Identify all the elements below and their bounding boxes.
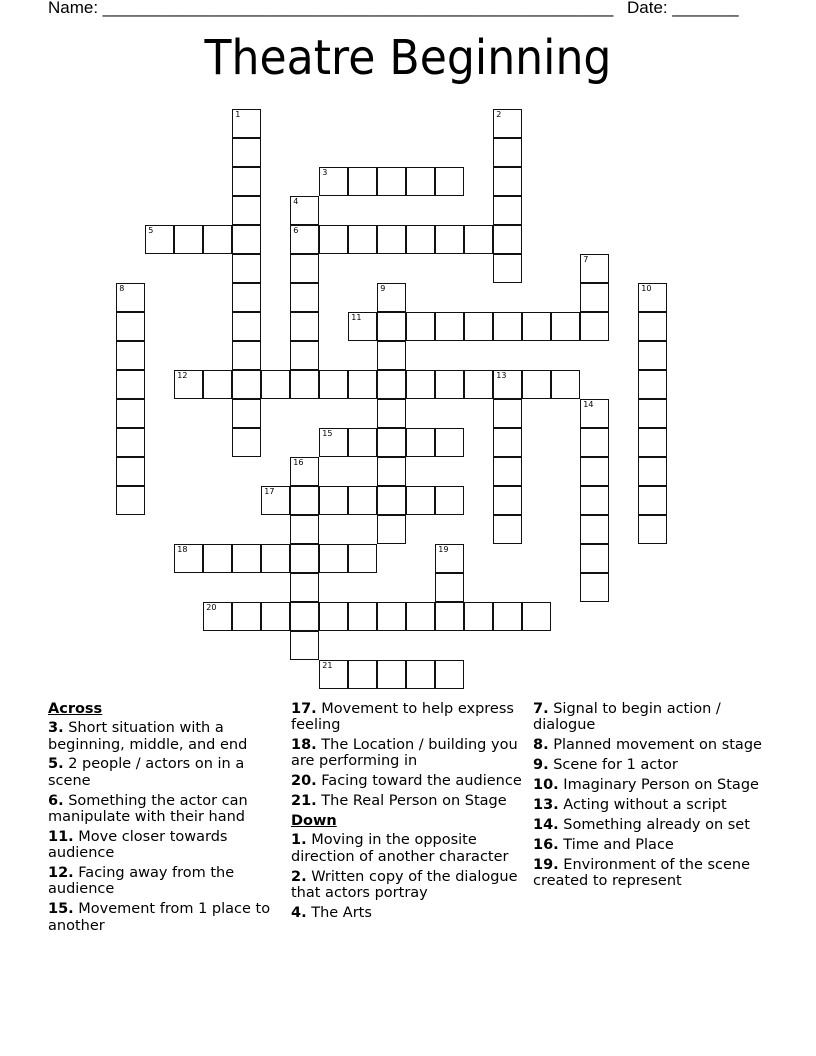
clue-text: Written copy of the dialogue that actors portray — [291, 868, 518, 901]
clue-item — [533, 817, 773, 833]
grid-cell[interactable] — [638, 486, 667, 515]
grid-cell[interactable] — [232, 312, 261, 341]
clue-number: 7. — [533, 701, 549, 717]
clue-item — [291, 869, 526, 902]
clue-number: 11. — [48, 828, 74, 845]
grid-cell[interactable] — [406, 660, 435, 689]
clue-number: 9 — [380, 284, 386, 294]
clue-number: 8 — [119, 284, 125, 294]
clue-number: 18 — [177, 545, 188, 555]
clue-number: 17. — [291, 701, 317, 717]
clue-number: 9. — [533, 757, 549, 774]
clue-number: 15 — [322, 429, 333, 439]
grid-cell[interactable] — [116, 457, 145, 486]
clue-number: 6 — [293, 226, 299, 236]
clue-item — [48, 901, 283, 934]
grid-cell[interactable] — [232, 341, 261, 370]
grid-cell[interactable] — [493, 196, 522, 225]
clue-item — [291, 793, 526, 809]
grid-cell[interactable] — [464, 225, 493, 254]
clue-item — [533, 757, 773, 773]
clue-number: 8. — [533, 737, 549, 754]
grid-cell[interactable] — [232, 109, 261, 138]
grid-cell[interactable] — [116, 370, 145, 399]
name-field-label: Name: ______________________________________________________ — [48, 0, 614, 17]
grid-cell[interactable] — [580, 254, 609, 283]
grid-cell[interactable] — [580, 312, 609, 341]
grid-cell[interactable] — [406, 486, 435, 515]
grid-cell[interactable] — [348, 167, 377, 196]
clue-number: 5. — [48, 756, 64, 773]
grid-cell[interactable] — [290, 341, 319, 370]
clue-text: Signal to begin action / dialogue — [533, 701, 721, 734]
grid-cell[interactable] — [290, 457, 319, 486]
clue-text: Movement from 1 place to another — [48, 901, 271, 934]
clue-item — [533, 701, 773, 734]
grid-cell[interactable] — [319, 225, 348, 254]
grid-cell[interactable] — [435, 167, 464, 196]
clue-number: 2 — [496, 110, 502, 120]
clue-text: Movement to help express feeling — [291, 701, 514, 734]
grid-cell[interactable] — [232, 428, 261, 457]
grid-cell[interactable] — [406, 602, 435, 631]
grid-cell[interactable] — [435, 370, 464, 399]
clue-item — [291, 773, 526, 789]
clue-text: Scene for 1 actor — [548, 757, 678, 774]
grid-cell[interactable] — [435, 486, 464, 515]
grid-cell[interactable] — [319, 428, 348, 457]
clue-number: 6. — [48, 792, 64, 809]
grid-cell[interactable] — [377, 399, 406, 428]
grid-cell[interactable] — [116, 341, 145, 370]
grid-cell[interactable] — [493, 312, 522, 341]
grid-cell[interactable] — [319, 544, 348, 573]
clue-number: 3 — [322, 168, 328, 178]
grid-cell[interactable] — [348, 486, 377, 515]
grid-cell[interactable] — [377, 167, 406, 196]
grid-cell[interactable] — [116, 283, 145, 312]
grid-cell[interactable] — [348, 312, 377, 341]
clue-item — [291, 905, 526, 921]
grid-cell[interactable] — [406, 428, 435, 457]
grid-cell[interactable] — [145, 225, 174, 254]
grid-cell[interactable] — [580, 428, 609, 457]
grid-cell[interactable] — [290, 631, 319, 660]
grid-cell[interactable] — [348, 544, 377, 573]
grid-cell[interactable] — [203, 544, 232, 573]
grid-cell[interactable] — [493, 428, 522, 457]
clue-text: Planned movement on stage — [548, 737, 762, 754]
date-field-label: Date: _______ — [627, 0, 739, 17]
grid-cell[interactable] — [290, 312, 319, 341]
grid-cell[interactable] — [116, 428, 145, 457]
grid-cell[interactable] — [377, 225, 406, 254]
clue-number: 13 — [496, 371, 507, 381]
grid-cell[interactable] — [174, 544, 203, 573]
grid-cell[interactable] — [493, 515, 522, 544]
grid-cell[interactable] — [290, 573, 319, 602]
clue-text: Imaginary Person on Stage — [558, 776, 759, 793]
grid-cell[interactable] — [348, 370, 377, 399]
grid-cell[interactable] — [638, 428, 667, 457]
clue-item — [533, 857, 773, 890]
clue-item — [291, 701, 526, 734]
clue-item — [533, 797, 773, 813]
grid-cell[interactable] — [232, 254, 261, 283]
grid-cell[interactable] — [319, 370, 348, 399]
grid-cell[interactable] — [522, 602, 551, 631]
grid-cell[interactable] — [261, 602, 290, 631]
grid-cell[interactable] — [638, 370, 667, 399]
grid-cell[interactable] — [435, 428, 464, 457]
grid-cell[interactable] — [638, 399, 667, 428]
clue-text: Something already on set — [558, 816, 750, 833]
grid-cell[interactable] — [261, 544, 290, 573]
clue-text: Acting without a script — [558, 796, 727, 813]
grid-cell[interactable] — [493, 138, 522, 167]
grid-cell[interactable] — [290, 370, 319, 399]
grid-cell[interactable] — [290, 283, 319, 312]
clue-text: Moving in the opposite direction of another character — [291, 832, 509, 865]
across-heading: Across — [48, 701, 103, 717]
grid-cell[interactable] — [348, 225, 377, 254]
grid-cell[interactable] — [638, 341, 667, 370]
grid-cell[interactable] — [174, 370, 203, 399]
clue-number: 10 — [641, 284, 652, 294]
grid-cell[interactable] — [174, 225, 203, 254]
grid-cell[interactable] — [493, 167, 522, 196]
grid-cell[interactable] — [203, 602, 232, 631]
clue-number: 14 — [583, 400, 594, 410]
clue-item — [533, 777, 773, 793]
clue-item — [533, 837, 773, 853]
grid-cell[interactable] — [377, 602, 406, 631]
clue-item — [48, 865, 283, 898]
grid-cell[interactable] — [493, 457, 522, 486]
grid-cell[interactable] — [435, 544, 464, 573]
grid-cell[interactable] — [522, 312, 551, 341]
clue-text: Time and Place — [558, 836, 674, 853]
grid-cell[interactable] — [203, 370, 232, 399]
grid-cell[interactable] — [464, 370, 493, 399]
grid-cell[interactable] — [522, 370, 551, 399]
clue-text: 2 people / actors on in a scene — [48, 756, 245, 789]
clue-number: 5 — [148, 226, 154, 236]
clue-item — [533, 737, 773, 753]
clue-number: 17 — [264, 487, 275, 497]
grid-cell[interactable] — [290, 515, 319, 544]
grid-cell[interactable] — [232, 196, 261, 225]
grid-cell[interactable] — [116, 486, 145, 515]
grid-cell[interactable] — [493, 602, 522, 631]
clues-column-3 — [533, 701, 773, 893]
grid-cell[interactable] — [406, 167, 435, 196]
clue-number: 12 — [177, 371, 188, 381]
grid-cell[interactable] — [580, 544, 609, 573]
clue-item — [48, 756, 283, 789]
clue-item — [291, 832, 526, 865]
grid-cell[interactable] — [319, 167, 348, 196]
grid-cell[interactable] — [493, 486, 522, 515]
clue-number: 18. — [291, 737, 317, 754]
clue-item — [48, 829, 283, 862]
clue-item — [48, 793, 283, 826]
grid-cell[interactable] — [290, 254, 319, 283]
grid-cell[interactable] — [377, 312, 406, 341]
grid-cell[interactable] — [377, 457, 406, 486]
grid-cell[interactable] — [638, 312, 667, 341]
clue-number: 1. — [291, 832, 307, 849]
clue-number: 3. — [48, 720, 64, 737]
grid-cell[interactable] — [493, 254, 522, 283]
grid-cell[interactable] — [377, 428, 406, 457]
grid-cell[interactable] — [406, 312, 435, 341]
grid-cell[interactable] — [435, 602, 464, 631]
clue-number: 20 — [206, 603, 217, 613]
clue-number: 19 — [438, 545, 449, 555]
grid-cell[interactable] — [493, 399, 522, 428]
grid-cell[interactable] — [580, 486, 609, 515]
grid-cell[interactable] — [580, 457, 609, 486]
clue-item — [48, 720, 283, 753]
clue-number: 20. — [291, 773, 317, 790]
grid-cell[interactable] — [493, 109, 522, 138]
clue-text: Facing away from the audience — [48, 865, 235, 898]
grid-cell[interactable] — [551, 312, 580, 341]
grid-cell[interactable] — [232, 138, 261, 167]
grid-cell[interactable] — [493, 370, 522, 399]
grid-cell[interactable] — [580, 283, 609, 312]
clue-number: 11 — [351, 313, 362, 323]
clue-number: 16. — [533, 836, 559, 853]
grid-cell[interactable] — [638, 283, 667, 312]
grid-cell[interactable] — [377, 341, 406, 370]
clue-number: 2. — [291, 868, 307, 885]
clue-number: 16 — [293, 458, 304, 468]
clue-number: 21 — [322, 661, 333, 671]
grid-cell[interactable] — [232, 225, 261, 254]
clue-number: 12. — [48, 865, 74, 882]
grid-cell[interactable] — [638, 515, 667, 544]
clue-text: Something the actor can manipulate with their hand — [48, 792, 248, 825]
grid-cell[interactable] — [377, 660, 406, 689]
clue-text: The Real Person on Stage — [316, 793, 507, 810]
grid-cell[interactable] — [435, 573, 464, 602]
clue-number: 13. — [533, 796, 559, 813]
clue-number: 19. — [533, 856, 559, 873]
grid-cell[interactable] — [290, 196, 319, 225]
grid-cell[interactable] — [377, 283, 406, 312]
grid-cell[interactable] — [348, 660, 377, 689]
grid-cell[interactable] — [406, 370, 435, 399]
clue-number: 4. — [291, 904, 307, 921]
grid-cell[interactable] — [203, 225, 232, 254]
grid-cell[interactable] — [116, 312, 145, 341]
grid-cell[interactable] — [406, 225, 435, 254]
grid-cell[interactable] — [580, 515, 609, 544]
clue-number: 1 — [235, 110, 241, 120]
grid-cell[interactable] — [493, 225, 522, 254]
grid-cell[interactable] — [319, 660, 348, 689]
grid-cell[interactable] — [348, 602, 377, 631]
grid-cell[interactable] — [290, 544, 319, 573]
grid-cell[interactable] — [435, 225, 464, 254]
grid-cell[interactable] — [232, 283, 261, 312]
clue-text: The Arts — [306, 904, 372, 921]
clues-column-1 — [48, 701, 283, 937]
down-heading: Down — [291, 813, 337, 830]
grid-cell[interactable] — [377, 370, 406, 399]
clue-text: Short situation with a beginning, middle, and end — [48, 720, 248, 753]
clue-text: Move closer towards audience — [48, 828, 228, 862]
grid-cell[interactable] — [551, 370, 580, 399]
grid-cell[interactable] — [319, 602, 348, 631]
grid-cell[interactable] — [232, 544, 261, 573]
grid-cell[interactable] — [377, 515, 406, 544]
grid-cell[interactable] — [261, 370, 290, 399]
grid-cell[interactable] — [464, 602, 493, 631]
clue-text: The Location / building you are performing in — [291, 737, 518, 770]
grid-cell[interactable] — [232, 370, 261, 399]
grid-cell[interactable] — [580, 399, 609, 428]
grid-cell[interactable] — [232, 602, 261, 631]
page-title: Theatre Beginning — [204, 30, 612, 86]
grid-cell[interactable] — [261, 486, 290, 515]
grid-cell[interactable] — [232, 167, 261, 196]
grid-cell[interactable] — [232, 399, 261, 428]
grid-cell[interactable] — [435, 660, 464, 689]
clue-text: Facing toward the audience — [316, 773, 522, 790]
clue-number: 4 — [293, 197, 299, 207]
clue-number: 7 — [583, 255, 589, 265]
grid-cell[interactable] — [290, 225, 319, 254]
clue-number: 21. — [291, 793, 317, 810]
grid-cell[interactable] — [580, 573, 609, 602]
grid-cell[interactable] — [290, 602, 319, 631]
clue-item — [291, 737, 526, 770]
grid-cell[interactable] — [319, 486, 348, 515]
clues-column-2 — [291, 701, 526, 925]
grid-cell[interactable] — [464, 312, 493, 341]
grid-cell[interactable] — [348, 428, 377, 457]
clue-number: 10. — [533, 776, 559, 793]
grid-cell[interactable] — [116, 399, 145, 428]
grid-cell[interactable] — [290, 486, 319, 515]
clue-text: Environment of the scene created to represent — [533, 856, 751, 889]
clue-number: 14. — [533, 816, 559, 833]
grid-cell[interactable] — [377, 486, 406, 515]
clue-number: 15. — [48, 901, 74, 918]
grid-cell[interactable] — [638, 457, 667, 486]
grid-cell[interactable] — [435, 312, 464, 341]
